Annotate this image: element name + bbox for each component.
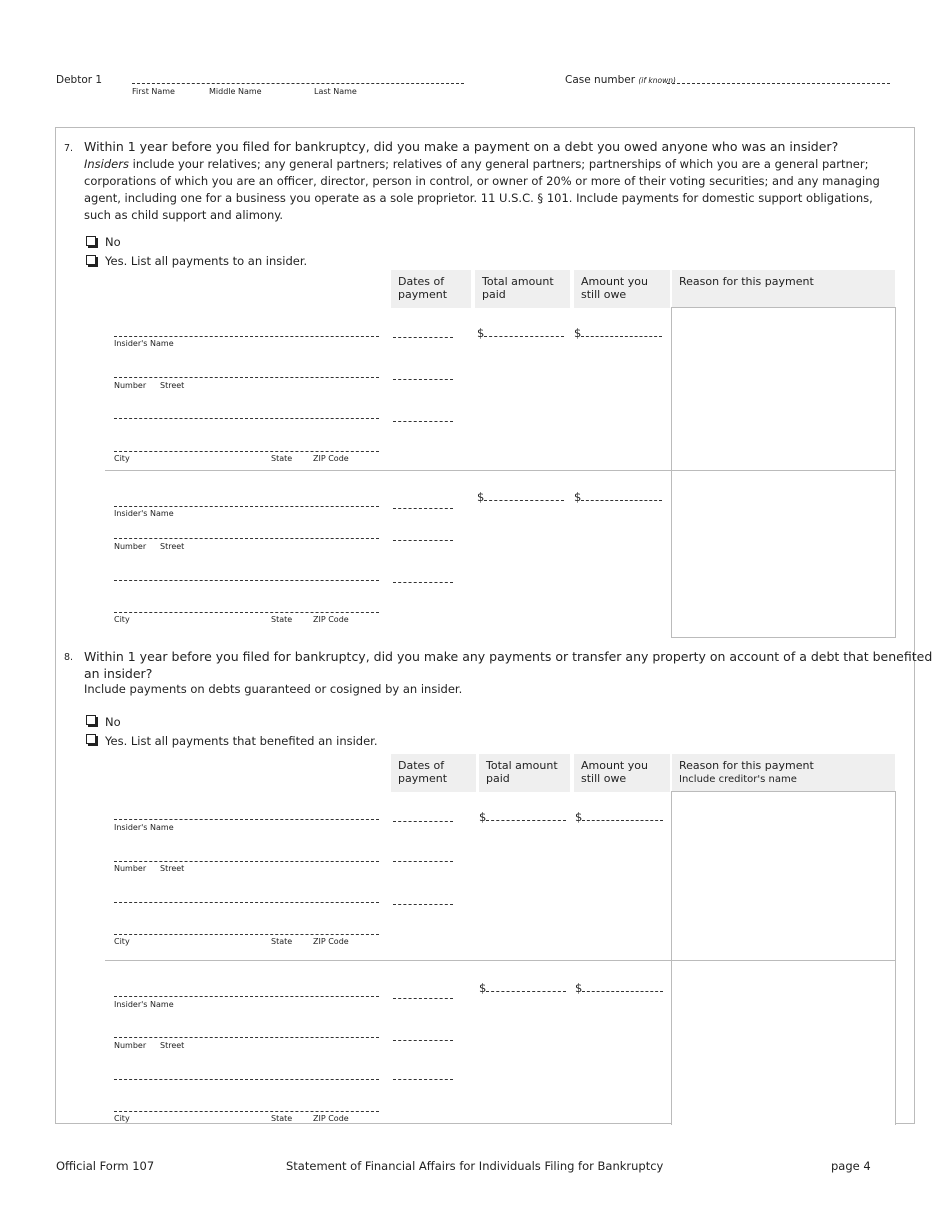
q7-e1-total-field[interactable]: $ — [477, 326, 564, 340]
q7-e1-reason-box[interactable] — [671, 307, 896, 472]
q8-e2-name-field[interactable] — [114, 996, 379, 997]
footer-page: page 4 — [831, 1159, 871, 1173]
q8-no-label: No — [105, 715, 121, 729]
q8-e1-reason-box[interactable] — [671, 791, 896, 962]
first-name-label: First Name — [132, 87, 175, 96]
q8-e2-date2-field[interactable] — [393, 1040, 453, 1041]
q8-e1-street-field[interactable] — [114, 861, 379, 862]
street-label: Street — [160, 542, 185, 551]
q8-e1-name-field[interactable] — [114, 819, 379, 820]
q7-e1-date1-field[interactable] — [393, 337, 453, 338]
insider-name-label: Insider's Name — [114, 1000, 174, 1009]
q7-yes-label: Yes. List all payments to an insider. — [105, 254, 308, 268]
q8-question: Within 1 year before you filed for bankruptcy, did you make any payments or transfer any property on account of a debt that benefited an insider? — [84, 649, 933, 681]
last-name-label: Last Name — [314, 87, 357, 96]
q7-col-owe: Amount you still owe — [574, 270, 670, 308]
q8-number: 8. — [64, 652, 74, 663]
insider-name-label: Insider's Name — [114, 823, 174, 832]
number-label: Number — [114, 542, 147, 551]
q7-col-dates: Dates of payment — [391, 270, 471, 308]
q8-e1-owe-field[interactable]: $ — [575, 810, 663, 824]
q7-e2-date1-field[interactable] — [393, 508, 453, 509]
q7-e2-total-field[interactable]: $ — [477, 490, 564, 504]
q8-e2-total-field[interactable]: $ — [479, 981, 566, 995]
q7-e1-date2-field[interactable] — [393, 379, 453, 380]
q7-col-reason: Reason for this payment — [672, 270, 895, 308]
state-label: State — [271, 615, 293, 624]
q8-e2-address2-field[interactable] — [114, 1079, 379, 1080]
case-number-field[interactable] — [667, 83, 890, 84]
footer-title: Statement of Financial Affairs for Individuals Filing for Bankruptcy — [286, 1159, 664, 1173]
q8-e2-reason-box[interactable] — [671, 960, 896, 1125]
zip-label: ZIP Code — [313, 1114, 349, 1123]
state-label: State — [271, 454, 293, 463]
q8-e1-city-field[interactable] — [114, 934, 379, 935]
state-label: State — [271, 937, 293, 946]
q7-e2-owe-field[interactable]: $ — [574, 490, 662, 504]
q7-e1-date3-field[interactable] — [393, 421, 453, 422]
street-label: Street — [160, 864, 185, 873]
q7-e2-name-field[interactable] — [114, 506, 379, 507]
case-number-label: Case number (if known) — [565, 74, 676, 86]
q7-no-label: No — [105, 235, 121, 249]
q8-no-checkbox[interactable] — [86, 715, 96, 725]
q7-yes-checkbox[interactable] — [86, 255, 96, 265]
q8-yes-label: Yes. List all payments that benefited an insider. — [105, 734, 378, 748]
q8-description: Include payments on debts guaranteed or cosigned by an insider. — [84, 682, 463, 696]
q7-col-total: Total amount paid — [475, 270, 570, 308]
q8-e1-total-field[interactable]: $ — [479, 810, 566, 824]
q8-e2-street-field[interactable] — [114, 1037, 379, 1038]
q7-e2-street-field[interactable] — [114, 538, 379, 539]
q8-e2-date3-field[interactable] — [393, 1079, 453, 1080]
state-label: State — [271, 1114, 293, 1123]
q7-e2-date2-field[interactable] — [393, 540, 453, 541]
zip-label: ZIP Code — [313, 454, 349, 463]
debtor-name-field[interactable] — [132, 83, 464, 84]
q7-entry-divider — [105, 470, 671, 471]
q8-col-dates: Dates of payment — [391, 754, 476, 792]
city-label: City — [114, 937, 130, 946]
city-label: City — [114, 615, 130, 624]
q8-col-reason: Reason for this payment Include creditor's name — [672, 754, 895, 792]
q8-e2-owe-field[interactable]: $ — [575, 981, 663, 995]
q7-e1-address2-field[interactable] — [114, 418, 379, 419]
q8-e1-date3-field[interactable] — [393, 904, 453, 905]
q8-entry-divider — [105, 960, 671, 961]
zip-label: ZIP Code — [313, 937, 349, 946]
insider-name-label: Insider's Name — [114, 339, 174, 348]
q7-e2-reason-box[interactable] — [671, 470, 896, 638]
middle-name-label: Middle Name — [209, 87, 262, 96]
q8-e2-date1-field[interactable] — [393, 998, 453, 999]
q7-no-checkbox[interactable] — [86, 236, 96, 246]
number-label: Number — [114, 864, 147, 873]
q7-question: Within 1 year before you filed for bankruptcy, did you make a payment on a debt you owed anyone who was an insider? — [84, 139, 839, 154]
zip-label: ZIP Code — [313, 615, 349, 624]
q7-e1-street-field[interactable] — [114, 377, 379, 378]
insider-name-label: Insider's Name — [114, 509, 174, 518]
city-label: City — [114, 454, 130, 463]
debtor-label: Debtor 1 — [56, 74, 103, 86]
q8-e1-address2-field[interactable] — [114, 902, 379, 903]
q7-e1-owe-field[interactable]: $ — [574, 326, 662, 340]
q7-description: Insiders include your relatives; any general partners; relatives of any general partners; partnerships of which you are a general partner; corporations of which you are an officer, director, person in control, or owner of 20% or more of their voting securities; and any managing agent, including one for a business you operate as a sole proprietor. 11 U.S.C. § 101. Include payments for domestic support obligations, such as child support and alimony. — [84, 157, 880, 222]
street-label: Street — [160, 1041, 185, 1050]
footer-form: Official Form 107 — [56, 1159, 155, 1173]
q8-col-owe: Amount you still owe — [574, 754, 670, 792]
q8-e1-date1-field[interactable] — [393, 821, 453, 822]
q7-e2-city-field[interactable] — [114, 612, 379, 613]
q7-e1-city-field[interactable] — [114, 451, 379, 452]
q8-e2-city-field[interactable] — [114, 1111, 379, 1112]
q7-e1-name-field[interactable] — [114, 336, 379, 337]
number-label: Number — [114, 1041, 147, 1050]
q7-number: 7. — [64, 143, 74, 154]
q7-e2-date3-field[interactable] — [393, 582, 453, 583]
q8-col-total: Total amount paid — [479, 754, 570, 792]
number-label: Number — [114, 381, 147, 390]
street-label: Street — [160, 381, 185, 390]
q8-e1-date2-field[interactable] — [393, 861, 453, 862]
q7-e2-address2-field[interactable] — [114, 580, 379, 581]
city-label: City — [114, 1114, 130, 1123]
q8-yes-checkbox[interactable] — [86, 734, 96, 744]
